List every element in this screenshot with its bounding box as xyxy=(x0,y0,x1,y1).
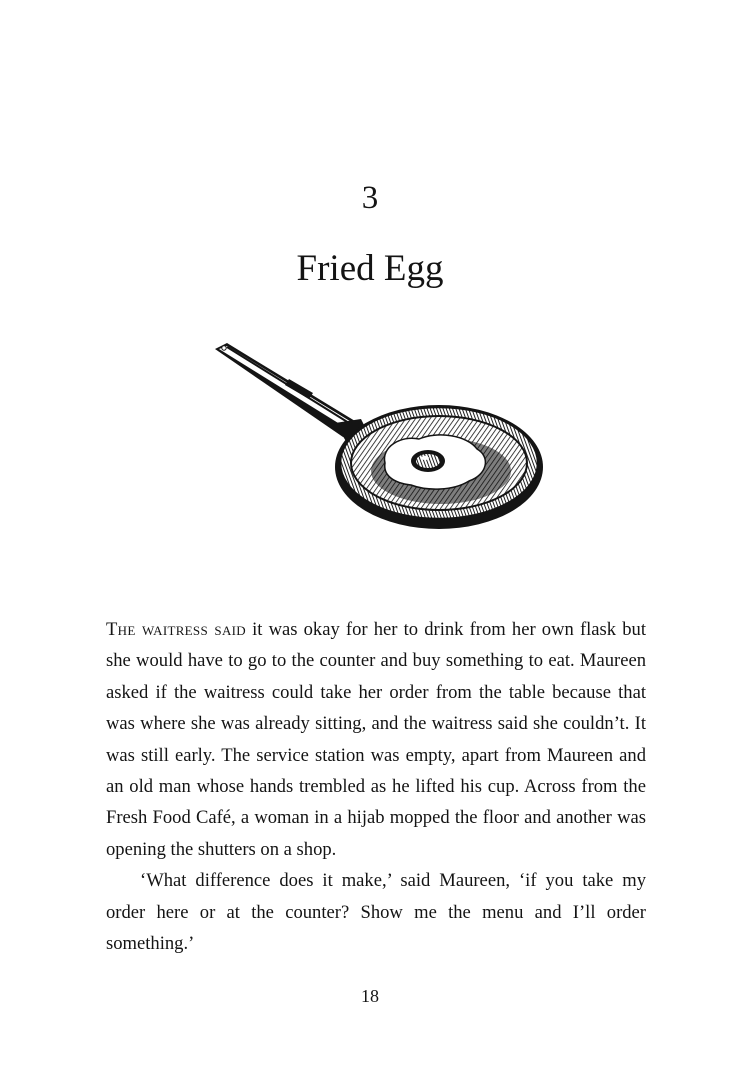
page-number: 18 xyxy=(361,986,379,1006)
chapter-body xyxy=(106,614,646,959)
chapter-number: 3 xyxy=(361,180,379,216)
paragraph-1 xyxy=(106,614,646,865)
paragraph-2: ‘What difference does it make,’ said Maureen, ‘if you take my order here or at the counter? Show me the menu and I’ll order something.’ xyxy=(106,870,646,955)
paragraph-1-text: it was okay for her to drink from her own flask but she would have to go to the counter and buy something to eat. Maureen asked if the waitress could take her order from the table because that was where she was already sitting, and the waitress said she couldn’t. It was still early. The service station was empty, apart from Maureen and an old man whose hands trembled as he lifted his cup. Across from the Fresh Food Café, a woman in a hijab mopped the floor and another was opening the shutters on a shop. xyxy=(106,619,646,860)
paragraph-lead-in: The waitress said xyxy=(106,619,246,640)
frying-pan-with-fried-egg-icon xyxy=(205,335,550,540)
chapter-title: Fried Egg xyxy=(296,248,444,289)
